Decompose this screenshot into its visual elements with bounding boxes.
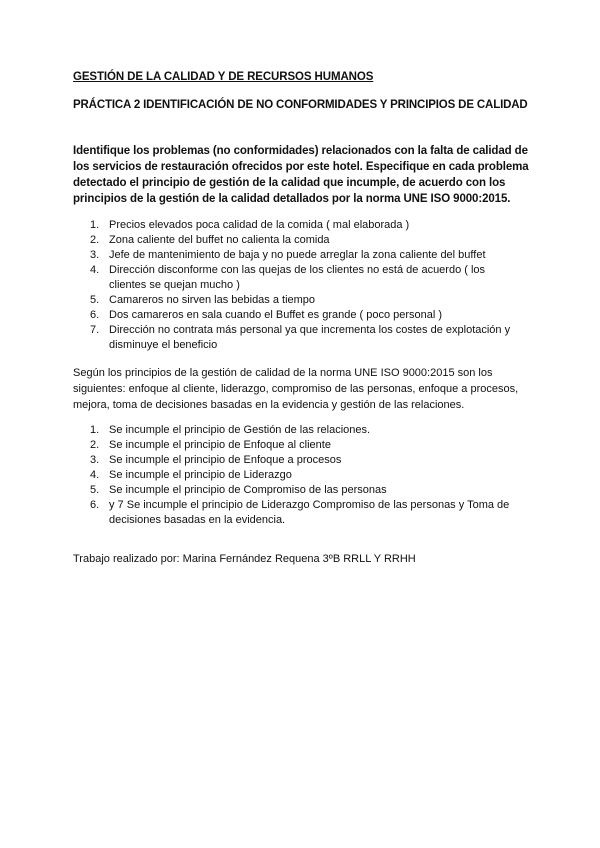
intro-paragraph — [73, 143, 533, 207]
list-item: 2. Se incumple el principio de Enfoque al cliente — [90, 439, 331, 451]
intro-line: los servicios de restauración ofrecidos por este hotel. Especifique en cada problema — [73, 161, 529, 173]
list-item: 6. Dos camareros en sala cuando el Buffet es grande ( poco personal ) — [90, 309, 443, 321]
list-item: 7. Dirección no contrata más personal ya que incrementa los costes de explotación y disminuye el beneficio — [90, 324, 511, 351]
list-item: 2. Zona caliente del buffet no calienta la comida — [90, 234, 330, 246]
intro-line: Identifique los problemas (no conformidades) relacionados con la falta de calidad de — [73, 145, 528, 157]
list-item: 3. Se incumple el principio de Enfoque a procesos — [90, 454, 342, 466]
principles-paragraph: Según los principios de la gestión de calidad de la norma UNE ISO 9000:2015 son los siguientes: enfoque al cliente, liderazgo, compromiso de las personas, enfoque a procesos, mejora, toma de decisiones basadas en la evidencia y gestión de las relaciones. — [73, 367, 519, 411]
list-item: 5. Camareros no sirven las bebidas a tiempo — [90, 294, 316, 306]
intro-line: principios de la gestión de la calidad detallados por la norma UNE ISO 9000:2015. — [73, 193, 511, 205]
list-item: 3. Jefe de mantenimiento de baja y no puede arreglar la zona caliente del buffet — [90, 249, 486, 261]
document-title: GESTIÓN DE LA CALIDAD Y DE RECURSOS HUMANOS — [73, 71, 374, 83]
list-item: 4. Dirección disconforme con las quejas de los clientes no está de acuerdo ( los clientes se quejan mucho ) — [90, 264, 486, 291]
list-item: 1. Se incumple el principio de Gestión de las relaciones. — [90, 424, 371, 436]
intro-line: detectado el principio de gestión de la calidad que incumple, de acuerdo con los — [73, 177, 506, 189]
problems-list — [90, 218, 510, 353]
list-item: 1. Precios elevados poca calidad de la comida ( mal elaborada ) — [90, 219, 410, 231]
list-item: 6. y 7 Se incumple el principio de Liderazgo Compromiso de las personas y Toma de decisiones basadas en la evidencia. — [90, 499, 510, 526]
list-item: 5. Se incumple el principio de Compromiso de las personas — [90, 484, 387, 496]
list-item: 4. Se incumple el principio de Liderazgo — [90, 469, 292, 481]
violations-list — [90, 423, 509, 528]
author-footer: Trabajo realizado por: Marina Fernández Requena 3ºB RRLL Y RRHH — [73, 553, 416, 565]
document-subtitle: PRÁCTICA 2 IDENTIFICACIÓN DE NO CONFORMIDADES Y PRINCIPIOS DE CALIDAD — [73, 99, 528, 111]
